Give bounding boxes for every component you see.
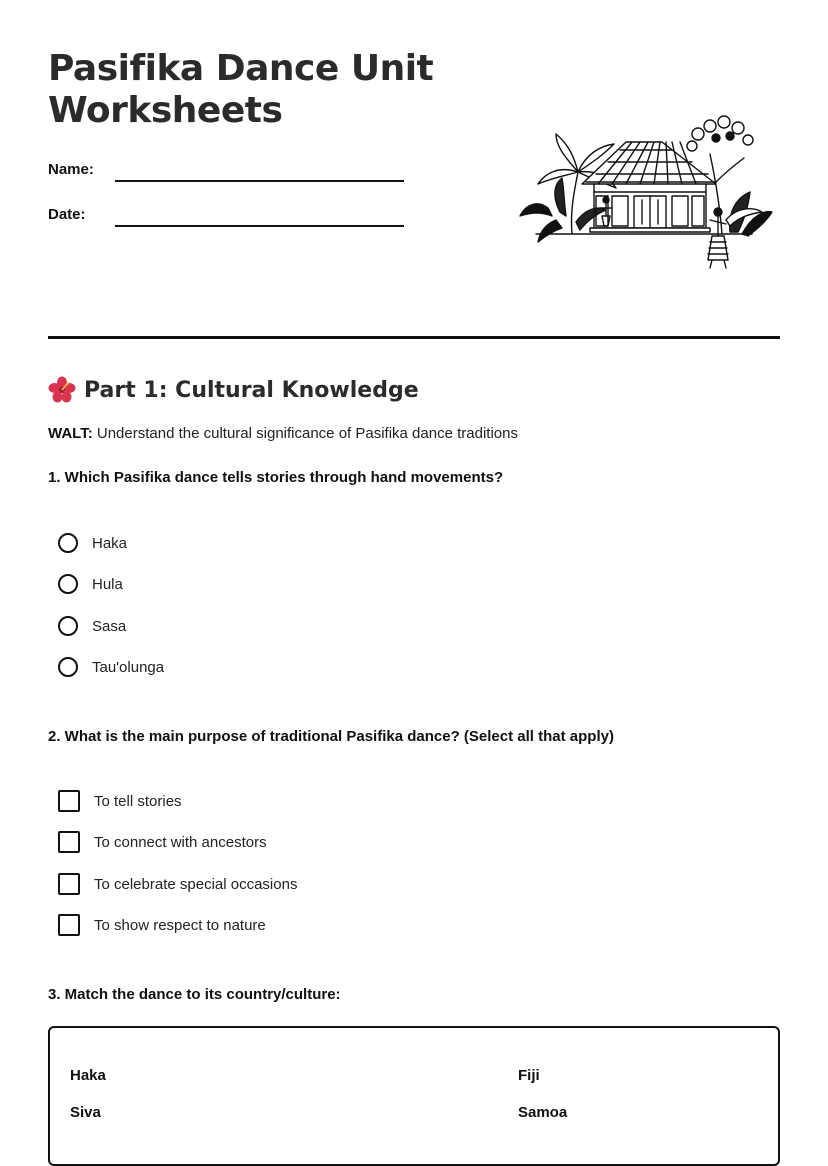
worksheet-page [48, 0, 780, 1121]
hibiscus-icon [48, 376, 76, 404]
option-label: To show respect to nature [94, 916, 266, 934]
option-label: Sasa [92, 617, 127, 635]
checkbox[interactable] [58, 831, 80, 853]
part-1-heading [48, 374, 419, 406]
walt-label: WALT: [48, 425, 93, 442]
section-divider [48, 336, 780, 339]
radio-button[interactable] [58, 657, 78, 677]
q1-option-tauolunga[interactable] [58, 655, 164, 679]
radio-button[interactable] [58, 616, 78, 636]
date-line[interactable] [115, 225, 404, 227]
question-2: 2. What is the main purpose of traditional Pasifika dance? (Select all that apply) [48, 728, 614, 745]
checkbox[interactable] [58, 914, 80, 936]
matching-box [48, 1026, 780, 1166]
title-line-1: Pasifika Dance Unit [48, 48, 434, 89]
question-3: 3. Match the dance to its country/culture: [48, 986, 341, 1003]
option-label: To connect with ancestors [94, 833, 267, 851]
walt-text: Understand the cultural significance of Pasifika dance traditions [92, 425, 518, 442]
question-1: 1. Which Pasifika dance tells stories through hand movements? [48, 469, 504, 486]
q1-option-haka[interactable] [58, 531, 127, 555]
q2-option-ancestors[interactable] [58, 830, 267, 854]
part-1-title: Part 1: Cultural Knowledge [84, 377, 419, 403]
match-dance-siva[interactable]: Siva [70, 1104, 101, 1121]
match-dance-haka[interactable]: Haka [70, 1067, 106, 1084]
option-label: Hula [92, 575, 123, 593]
q2-option-occasions[interactable] [58, 872, 297, 896]
match-country-fiji[interactable]: Fiji [518, 1067, 540, 1084]
radio-button[interactable] [58, 533, 78, 553]
option-label: To celebrate special occasions [94, 875, 298, 893]
q2-option-nature[interactable] [58, 913, 266, 937]
date-label: Date: [48, 206, 86, 223]
q2-option-stories[interactable] [58, 789, 182, 813]
option-label: Haka [92, 534, 128, 552]
walt-statement [48, 424, 518, 444]
option-label: Tau'olunga [92, 658, 165, 676]
name-field[interactable] [48, 160, 408, 186]
radio-button[interactable] [58, 574, 78, 594]
page-title [48, 48, 468, 132]
option-label: To tell stories [94, 792, 182, 810]
name-line[interactable] [115, 180, 404, 182]
q1-option-hula[interactable] [58, 572, 123, 596]
name-label: Name: [48, 161, 94, 178]
title-line-2: Worksheets [48, 90, 283, 131]
q1-option-sasa[interactable] [58, 614, 126, 638]
date-field[interactable] [48, 205, 408, 231]
checkbox[interactable] [58, 790, 80, 812]
match-country-samoa[interactable]: Samoa [518, 1104, 568, 1121]
pacific-fale-with-dancers-illustration [516, 112, 776, 272]
checkbox[interactable] [58, 873, 80, 895]
